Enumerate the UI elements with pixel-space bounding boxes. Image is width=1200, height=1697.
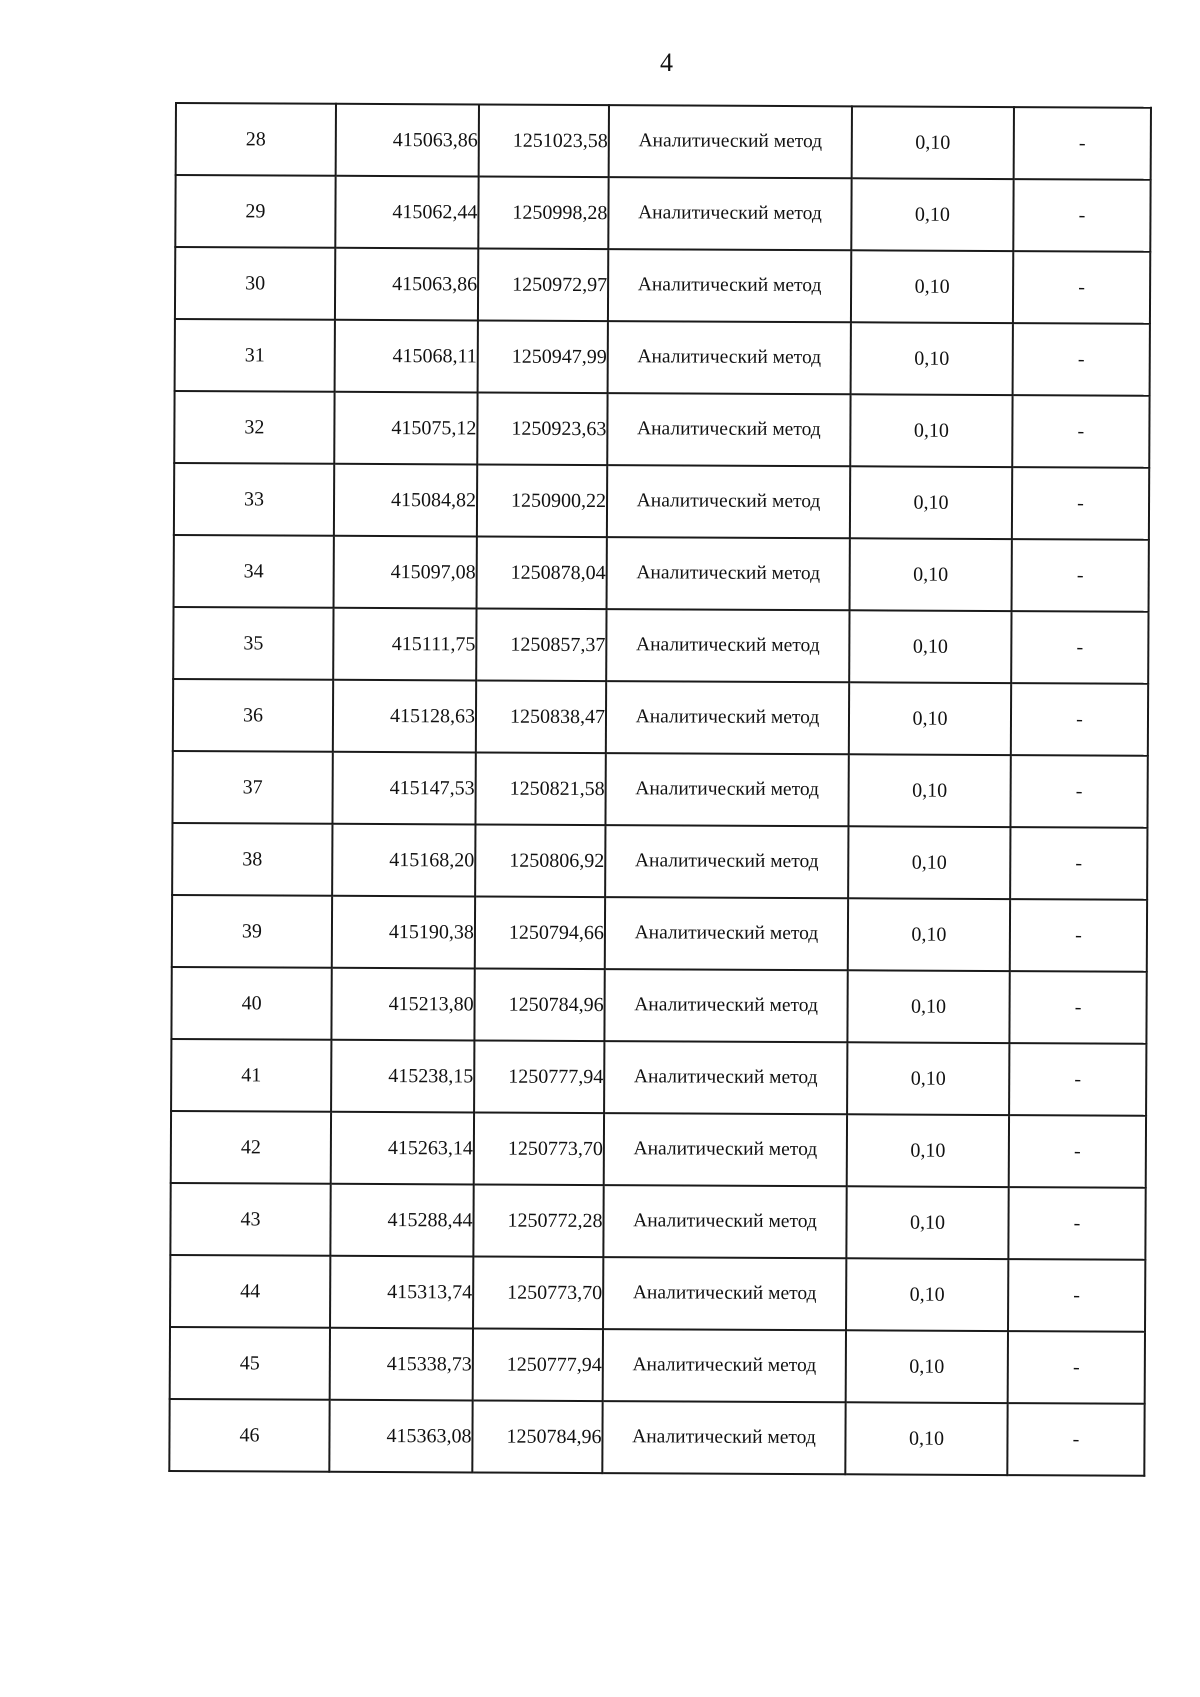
y-coordinate-cell: 1250777,94: [473, 1328, 603, 1401]
method-cell: Аналитический метод: [603, 1185, 846, 1258]
x-coordinate-cell: 415288,44: [330, 1184, 473, 1257]
point-number-cell: 32: [174, 391, 334, 464]
y-coordinate-cell: 1250998,28: [478, 176, 608, 249]
note-cell: -: [1012, 467, 1149, 540]
x-coordinate-cell: 415168,20: [332, 824, 475, 897]
table-row: [173, 607, 1148, 684]
y-coordinate-cell: 1250806,92: [475, 824, 605, 897]
table-row: [176, 103, 1151, 180]
note-cell: -: [1011, 683, 1148, 756]
y-coordinate-cell: 1250900,22: [477, 464, 607, 537]
note-cell: -: [1010, 827, 1147, 900]
coordinates-table: [168, 102, 1152, 1477]
accuracy-cell: 0,10: [849, 610, 1011, 683]
note-cell: -: [1009, 1115, 1146, 1188]
note-cell: -: [1013, 179, 1150, 252]
table-row: [175, 247, 1150, 324]
table-row: [174, 463, 1149, 540]
method-cell: Аналитический метод: [603, 1257, 846, 1330]
table-row: [171, 1039, 1146, 1116]
table-row: [170, 1327, 1145, 1404]
note-cell: -: [1010, 899, 1147, 972]
table-row: [175, 319, 1150, 396]
point-number-cell: 37: [172, 751, 332, 824]
method-cell: Аналитический метод: [608, 177, 851, 250]
point-number-cell: 43: [170, 1183, 330, 1256]
y-coordinate-cell: 1250794,66: [475, 896, 605, 969]
accuracy-cell: 0,10: [846, 1330, 1008, 1403]
table-row: [170, 1255, 1145, 1332]
y-coordinate-cell: 1250947,99: [478, 320, 608, 393]
x-coordinate-cell: 415263,14: [331, 1112, 474, 1185]
x-coordinate-cell: 415062,44: [335, 176, 478, 249]
accuracy-cell: 0,10: [852, 106, 1014, 179]
note-cell: -: [1007, 1403, 1144, 1476]
accuracy-cell: 0,10: [851, 322, 1013, 395]
accuracy-cell: 0,10: [851, 178, 1013, 251]
method-cell: Аналитический метод: [604, 969, 847, 1042]
x-coordinate-cell: 415338,73: [330, 1328, 473, 1401]
note-cell: -: [1010, 755, 1147, 828]
point-number-cell: 46: [169, 1399, 329, 1472]
method-cell: Аналитический метод: [605, 753, 848, 826]
table-row: [172, 895, 1147, 972]
accuracy-cell: 0,10: [847, 1114, 1009, 1187]
page-number: 4: [660, 48, 673, 77]
point-number-cell: 34: [174, 535, 334, 608]
point-number-cell: 38: [172, 823, 332, 896]
method-cell: Аналитический метод: [603, 1329, 846, 1402]
y-coordinate-cell: 1250821,58: [475, 752, 605, 825]
x-coordinate-cell: 415128,63: [333, 680, 476, 753]
note-cell: -: [1008, 1331, 1145, 1404]
x-coordinate-cell: 415111,75: [333, 608, 476, 681]
table-row: [175, 175, 1150, 252]
x-coordinate-cell: 415363,08: [329, 1400, 472, 1473]
x-coordinate-cell: 415075,12: [334, 392, 477, 465]
point-number-cell: 36: [173, 679, 333, 752]
point-number-cell: 42: [171, 1111, 331, 1184]
accuracy-cell: 0,10: [847, 970, 1009, 1043]
accuracy-cell: 0,10: [848, 826, 1010, 899]
method-cell: Аналитический метод: [607, 465, 850, 538]
y-coordinate-cell: 1250972,97: [478, 248, 608, 321]
x-coordinate-cell: 415213,80: [331, 968, 474, 1041]
method-cell: Аналитический метод: [607, 537, 850, 610]
accuracy-cell: 0,10: [848, 754, 1010, 827]
table-row: [172, 823, 1147, 900]
note-cell: -: [1012, 395, 1149, 468]
table-row: [171, 1111, 1146, 1188]
table-row: [172, 751, 1147, 828]
method-cell: Аналитический метод: [606, 681, 849, 754]
point-number-cell: 30: [175, 247, 335, 320]
accuracy-cell: 0,10: [846, 1258, 1008, 1331]
point-number-cell: 45: [170, 1327, 330, 1400]
note-cell: -: [1008, 1187, 1145, 1260]
point-number-cell: 29: [175, 175, 335, 248]
note-cell: -: [1014, 107, 1151, 180]
method-cell: Аналитический метод: [606, 609, 849, 682]
point-number-cell: 41: [171, 1039, 331, 1112]
coordinates-table-body: [169, 103, 1151, 1476]
note-cell: -: [1013, 323, 1150, 396]
y-coordinate-cell: 1250878,04: [477, 536, 607, 609]
y-coordinate-cell: 1250773,70: [473, 1256, 603, 1329]
x-coordinate-cell: 415084,82: [334, 464, 477, 537]
point-number-cell: 44: [170, 1255, 330, 1328]
y-coordinate-cell: 1250772,28: [473, 1184, 603, 1257]
y-coordinate-cell: 1250784,96: [472, 1400, 602, 1473]
method-cell: Аналитический метод: [605, 897, 848, 970]
y-coordinate-cell: 1250838,47: [476, 680, 606, 753]
method-cell: Аналитический метод: [609, 105, 852, 178]
y-coordinate-cell: 1250923,63: [477, 392, 607, 465]
x-coordinate-cell: 415190,38: [332, 896, 475, 969]
accuracy-cell: 0,10: [850, 466, 1012, 539]
note-cell: -: [1011, 611, 1148, 684]
accuracy-cell: 0,10: [849, 682, 1011, 755]
y-coordinate-cell: 1250773,70: [474, 1112, 604, 1185]
y-coordinate-cell: 1251023,58: [479, 104, 609, 177]
table-row: [171, 967, 1146, 1044]
accuracy-cell: 0,10: [846, 1186, 1008, 1259]
x-coordinate-cell: 415068,11: [335, 320, 478, 393]
x-coordinate-cell: 415063,86: [335, 248, 478, 321]
note-cell: -: [1012, 539, 1149, 612]
method-cell: Аналитический метод: [602, 1401, 845, 1474]
table-row: [174, 535, 1149, 612]
x-coordinate-cell: 415063,86: [336, 104, 479, 177]
point-number-cell: 35: [173, 607, 333, 680]
note-cell: -: [1008, 1259, 1145, 1332]
table-row: [170, 1183, 1145, 1260]
x-coordinate-cell: 415097,08: [334, 536, 477, 609]
point-number-cell: 40: [171, 967, 331, 1040]
y-coordinate-cell: 1250777,94: [474, 1040, 604, 1113]
coordinates-table-wrapper: [168, 102, 1152, 1477]
accuracy-cell: 0,10: [848, 898, 1010, 971]
note-cell: -: [1009, 971, 1146, 1044]
table-row: [173, 679, 1148, 756]
method-cell: Аналитический метод: [604, 1113, 847, 1186]
y-coordinate-cell: 1250784,96: [474, 968, 604, 1041]
note-cell: -: [1009, 1043, 1146, 1116]
accuracy-cell: 0,10: [850, 394, 1012, 467]
x-coordinate-cell: 415147,53: [332, 752, 475, 825]
table-row: [169, 1399, 1144, 1476]
note-cell: -: [1013, 251, 1150, 324]
accuracy-cell: 0,10: [850, 538, 1012, 611]
point-number-cell: 28: [176, 103, 336, 176]
method-cell: Аналитический метод: [608, 249, 851, 322]
accuracy-cell: 0,10: [847, 1042, 1009, 1115]
accuracy-cell: 0,10: [851, 250, 1013, 323]
table-row: [174, 391, 1149, 468]
x-coordinate-cell: 415313,74: [330, 1256, 473, 1329]
point-number-cell: 31: [175, 319, 335, 392]
point-number-cell: 39: [172, 895, 332, 968]
accuracy-cell: 0,10: [845, 1402, 1007, 1475]
point-number-cell: 33: [174, 463, 334, 536]
method-cell: Аналитический метод: [607, 393, 850, 466]
method-cell: Аналитический метод: [604, 1041, 847, 1114]
y-coordinate-cell: 1250857,37: [476, 608, 606, 681]
x-coordinate-cell: 415238,15: [331, 1040, 474, 1113]
method-cell: Аналитический метод: [608, 321, 851, 394]
method-cell: Аналитический метод: [605, 825, 848, 898]
